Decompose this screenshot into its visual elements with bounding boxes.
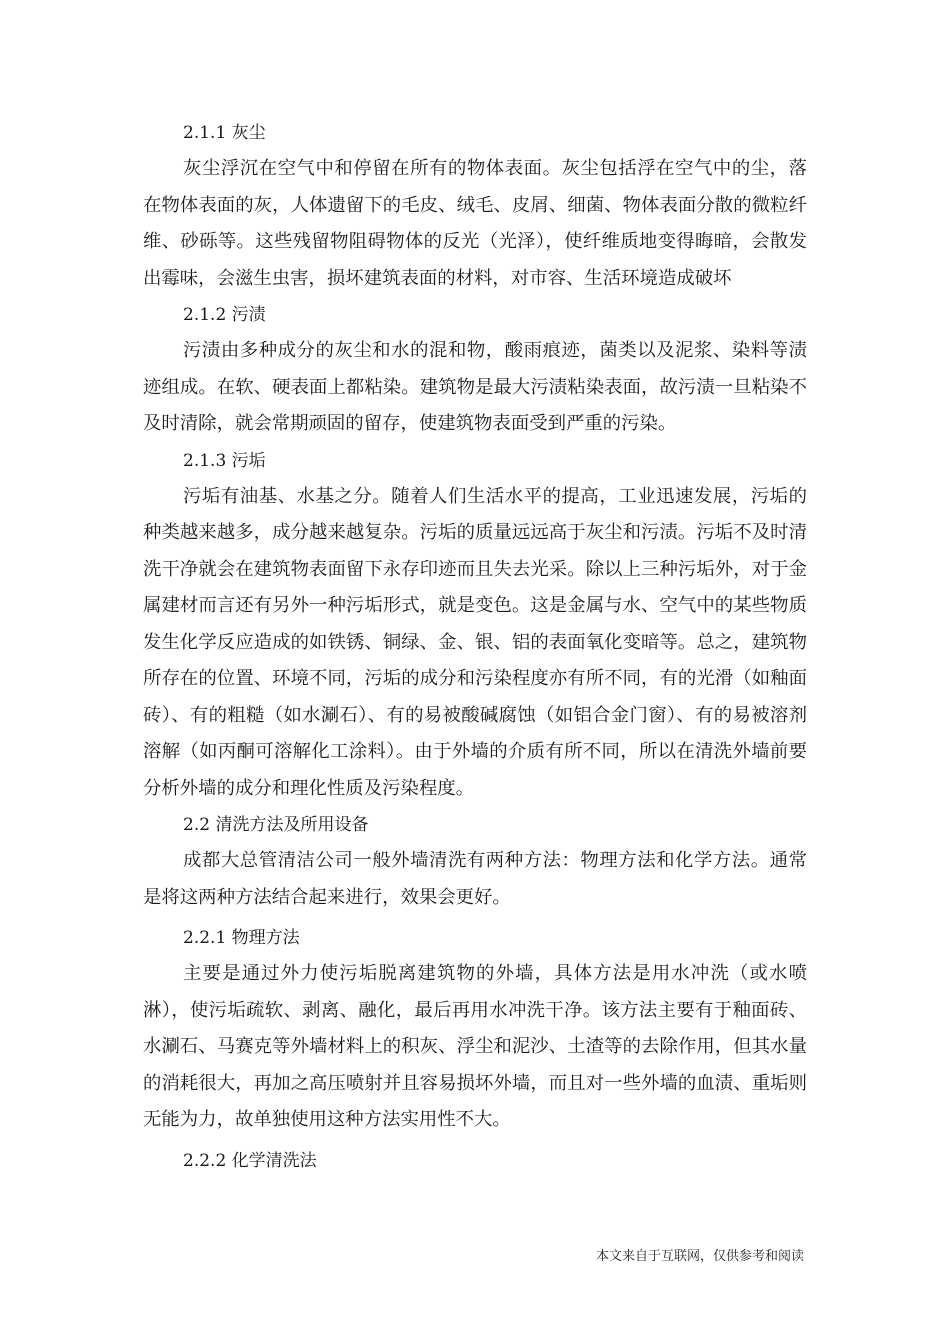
section-heading-stains: 2.1.2 污渍 [183, 305, 266, 325]
section-body-physical-method: 主要是通过外力使污垢脱离建筑物的外墙，具体方法是用水冲洗（或水喷淋），使污垢疏软、剥离、融化，最后再用水冲洗干净。该方法主要有于釉面砖、水涮石、马赛克等外墙材料上的积灰、浮尘和泥沙、土渣等的去除作用，但其水量的消耗很大，再加之高压喷射并且容易损坏外墙，而且对一些外墙的血渍、重垢则无能为力，故单独使用这种方法实用性不大。 [143, 963, 807, 1130]
section-heading-physical-method: 2.2.1 物理方法 [183, 928, 300, 948]
section-heading-grime: 2.1.3 污垢 [183, 450, 266, 471]
page-footer-note: 本文来自于互联网，仅供参考和阅读 [595, 1249, 804, 1264]
section-body-stains: 污渍由多种成分的灰尘和水的混和物，酸雨痕迹，菌类以及泥浆、染料等渍迹组成。在软、硬表面上都粘染。建筑物是最大污渍粘染表面，故污渍一旦粘染不及时清除，就会常期顽固的留存，使建筑物表面受到严重的污染。 [143, 340, 807, 434]
section-body-cleaning-methods: 成都大总管清洁公司一般外墙清洗有两种方法：物理方法和化学方法。通常是将这两种方法结合起来进行，效果会更好。 [143, 850, 807, 908]
section-heading-dust: 2.1.1 灰尘 [183, 123, 266, 143]
section-body-dust: 灰尘浮沉在空气中和停留在所有的物体表面。灰尘包括浮在空气中的尘，落在物体表面的灰，人体遗留下的毛皮、绒毛、皮屑、细菌、物体表面分散的微粒纤维、砂砾等。这些残留物阻碍物体的反光（光泽），使纤维质地变得晦暗，会散发出霉味，会滋生虫害，损坏建筑表面的材料，对市容、生活环境造成破坏 [143, 158, 807, 289]
section-heading-chemical-method: 2.2.2 化学清洗法 [183, 1150, 317, 1171]
section-body-grime: 污垢有油基、水基之分。随着人们生活水平的提高，工业迅速发展，污垢的种类越来越多，成分越来越复杂。污垢的质量远远高于灰尘和污渍。污垢不及时清洗干净就会在建筑物表面留下永存印迹而且失去光采。除以上三种污垢外，对于金属建材而言还有另外一种污垢形式，就是变色。这是金属与水、空气中的某些物质发生化学反应造成的如铁锈、铜绿、金、银、铝的表面氧化变暗等。总之，建筑物所存在的位置、环境不同，污垢的成分和污染程度亦有所不同，有的光滑（如釉面砖）、有的粗糙（如水涮石）、有的易被酸碱腐蚀（如铝合金门窗）、有的易被溶剂溶解（如丙酮可溶解化工涂料）。由于外墙的介质有所不同，所以在清洗外墙前要分析外墙的成分和理化性质及污染程度。 [143, 485, 807, 799]
section-heading-cleaning-methods: 2.2 清洗方法及所用设备 [183, 815, 369, 835]
document-body [143, 115, 807, 1179]
